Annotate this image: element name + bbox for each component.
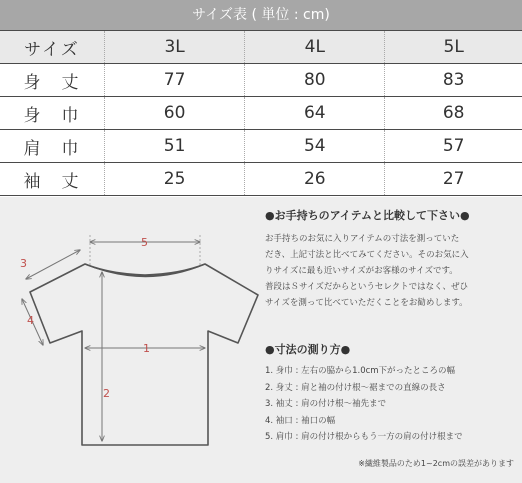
header-size: サイズ (0, 31, 105, 64)
list-item: 4. 袖口 : 袖口の幅 (265, 415, 336, 426)
header-3l: 3L (105, 31, 245, 64)
compare-line: サイズを測って比べていただくことをお勧めします。 (265, 298, 468, 308)
measure-list (265, 363, 520, 446)
compare-line: りサイズに最も近いサイズがお客様のサイズです。 (265, 266, 458, 276)
label-1: 1 (143, 342, 150, 355)
guide-panel (0, 197, 522, 483)
measure-heading: ●寸法の測り方● (265, 343, 351, 356)
row-label: 肩 巾 (0, 130, 105, 163)
table-cell: 27 (385, 163, 522, 196)
list-item: 2. 身丈 : 肩と袖の付け根〜裾までの直線の長さ (265, 382, 446, 393)
header-4l: 4L (245, 31, 385, 64)
table-cell: 77 (105, 64, 245, 97)
measure-line-3 (26, 250, 80, 279)
row-label: 身 丈 (0, 64, 105, 97)
table-cell: 25 (105, 163, 245, 196)
label-5: 5 (141, 236, 148, 249)
list-item: 5. 肩巾 : 肩の付け根からもう一方の肩の付け根まで (265, 432, 463, 442)
table-cell: 83 (385, 64, 522, 97)
table-cell: 64 (245, 97, 385, 130)
table-row (0, 130, 522, 163)
label-2: 2 (103, 387, 110, 400)
table-cell: 57 (385, 130, 522, 163)
table-cell: 51 (105, 130, 245, 163)
size-table-header-row (0, 31, 522, 64)
table-cell: 54 (245, 130, 385, 163)
header-5l: 5L (385, 31, 522, 64)
table-row (0, 64, 522, 97)
compare-line: お手持ちのお気に入りアイテムの寸法を測っていた (265, 234, 460, 244)
tolerance-note: ※繊維製品のため1~2cmの誤差があります (358, 459, 514, 468)
table-cell: 68 (385, 97, 522, 130)
list-item: 3. 袖丈 : 肩の付け根〜袖先まで (265, 399, 387, 409)
tshirt-diagram (0, 197, 262, 483)
table-cell: 26 (245, 163, 385, 196)
list-item: 1. 身巾 : 左右の脇から1.0cm下がったところの幅 (265, 366, 456, 376)
row-label: 身 巾 (0, 97, 105, 130)
compare-heading: ●お手持ちのアイテムと比較して下さい● (265, 209, 470, 222)
table-row (0, 97, 522, 130)
label-3: 3 (20, 257, 27, 270)
table-cell: 80 (245, 64, 385, 97)
table-row (0, 163, 522, 196)
size-table (0, 30, 522, 196)
info-column (265, 207, 520, 446)
compare-line: だき、上記寸法と比べてみてください。そのお気に入 (265, 250, 469, 260)
row-label: 袖 丈 (0, 163, 105, 196)
label-4: 4 (27, 314, 34, 327)
size-chart-title: サイズ表 ( 単位 : cm) (0, 0, 522, 30)
table-cell: 60 (105, 97, 245, 130)
compare-line: 普段はＳサイズだからというセレクトではなく、ぜひ (265, 282, 468, 292)
